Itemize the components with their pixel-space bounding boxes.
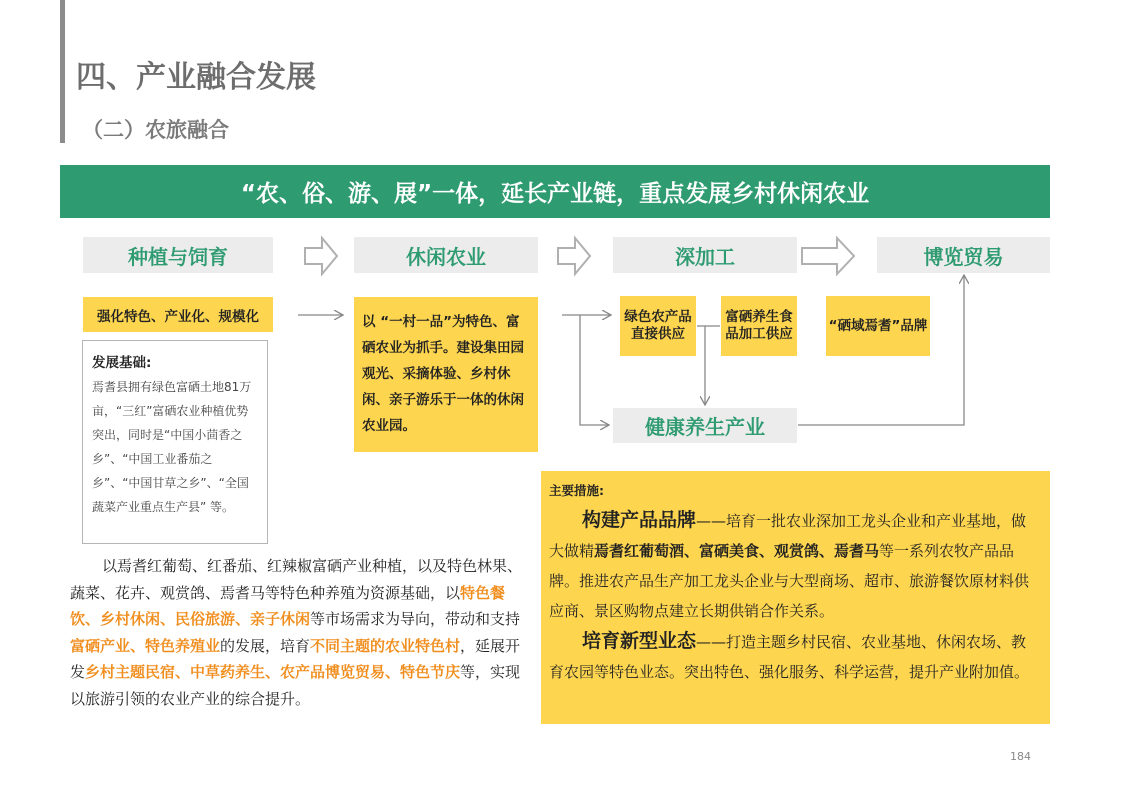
leisure-agriculture-box: 以 “一村一品”为特色、富硒农业为抓手。建设集田园观光、采摘体验、乡村休闲、亲子游乐于一体的休闲农业园。 — [354, 297, 538, 452]
strengthen-box: 强化特色、产业化、规模化 — [83, 297, 273, 332]
stage-deep-processing: 深加工 — [613, 237, 797, 273]
main-measures-box — [541, 471, 1050, 724]
para-text: 以焉耆红葡萄、红番茄、红辣椒富硒产业种植，以及特色林果、蔬菜、花卉、观赏鸽、焉耆马等特色种养殖为资源基础，以 — [70, 557, 523, 602]
hollow-arrow-icon — [305, 238, 337, 274]
page-number: 184 — [1010, 750, 1031, 763]
para-text: 等市场需求为导向，带动和支持 — [310, 610, 521, 628]
brand-box: “硒域焉耆”品牌 — [826, 296, 930, 356]
para-text: 的发展，培育 — [220, 636, 311, 655]
page-subtitle: （二）农旅融合 — [82, 118, 229, 142]
page-title: 四、产业融合发展 — [76, 60, 316, 95]
green-produce-box: 绿色农产品直接供应 — [620, 296, 696, 356]
para-highlight: 富硒产业、特色养殖业 — [70, 636, 221, 655]
measure-brand-bold: 焉耆红葡萄酒、富硒美食、观赏鸽、焉耆马 — [594, 542, 880, 560]
basis-heading: 发展基础: — [92, 355, 152, 371]
para-text: ，延展开发 — [70, 636, 521, 681]
selenium-food-box: 富硒养生食品加工供应 — [721, 296, 797, 356]
measure-brand-paragraph — [549, 505, 1040, 626]
development-basis-box — [82, 340, 268, 544]
measure-brand-text: ——培育一批农业深加工龙头企业和产业基地，做大做精 — [549, 512, 1027, 560]
measure-format-paragraph — [549, 626, 1040, 687]
basis-text: 焉耆县拥有绿色富硒土地81万亩，“三红”富硒农业种植优势突出，同时是“中国小茴香之乡”、“中国工业番茄之乡”、“中国甘草之乡”、“全国蔬菜产业重点生产县” 等。 — [92, 380, 252, 514]
measure-brand-title: 构建产品品牌 — [582, 509, 697, 531]
hollow-arrow-icon — [558, 238, 590, 274]
para-text: 等，实现以旅游引领的农业产业的综合提升。 — [70, 663, 521, 708]
measure-format-text: ——打造主题乡村民宿、农业基地、休闲农场、教育农园等特色业态。突出特色、强化服务、科学运营，提升产业附加值。 — [549, 633, 1030, 681]
stage-expo-trade: 博览贸易 — [877, 237, 1050, 273]
main-paragraph — [70, 553, 526, 712]
hollow-arrow-icon — [802, 238, 854, 274]
measure-format-title: 培育新型业态 — [582, 630, 697, 652]
hollow-arrow-icons — [305, 238, 854, 274]
para-highlight: 乡村主题民宿、中草药养生、农产品博览贸易、特色节庆 — [85, 663, 461, 681]
measure-brand-text-2: 等一系列农牧产品品牌。推进农产品生产加工龙头企业与大型商场、超市、旅游餐饮原材料供应商、景区购物点建立长期供销合作关系。 — [549, 542, 1030, 620]
headline-banner: “农、俗、游、展”一体，延长产业链，重点发展乡村休闲农业 — [60, 165, 1050, 218]
para-highlight: 不同主题的农业特色村 — [310, 636, 461, 655]
measures-heading: 主要措施: — [549, 483, 604, 498]
stage-planting: 种植与饲育 — [83, 237, 273, 273]
stage-leisure-agriculture: 休闲农业 — [354, 237, 538, 273]
arrow-leisure-to-health — [580, 315, 608, 425]
para-highlight: 特色餐饮、乡村休闲、民俗旅游、亲子休闲 — [70, 583, 506, 628]
health-industry-box: 健康养生产业 — [613, 408, 797, 443]
